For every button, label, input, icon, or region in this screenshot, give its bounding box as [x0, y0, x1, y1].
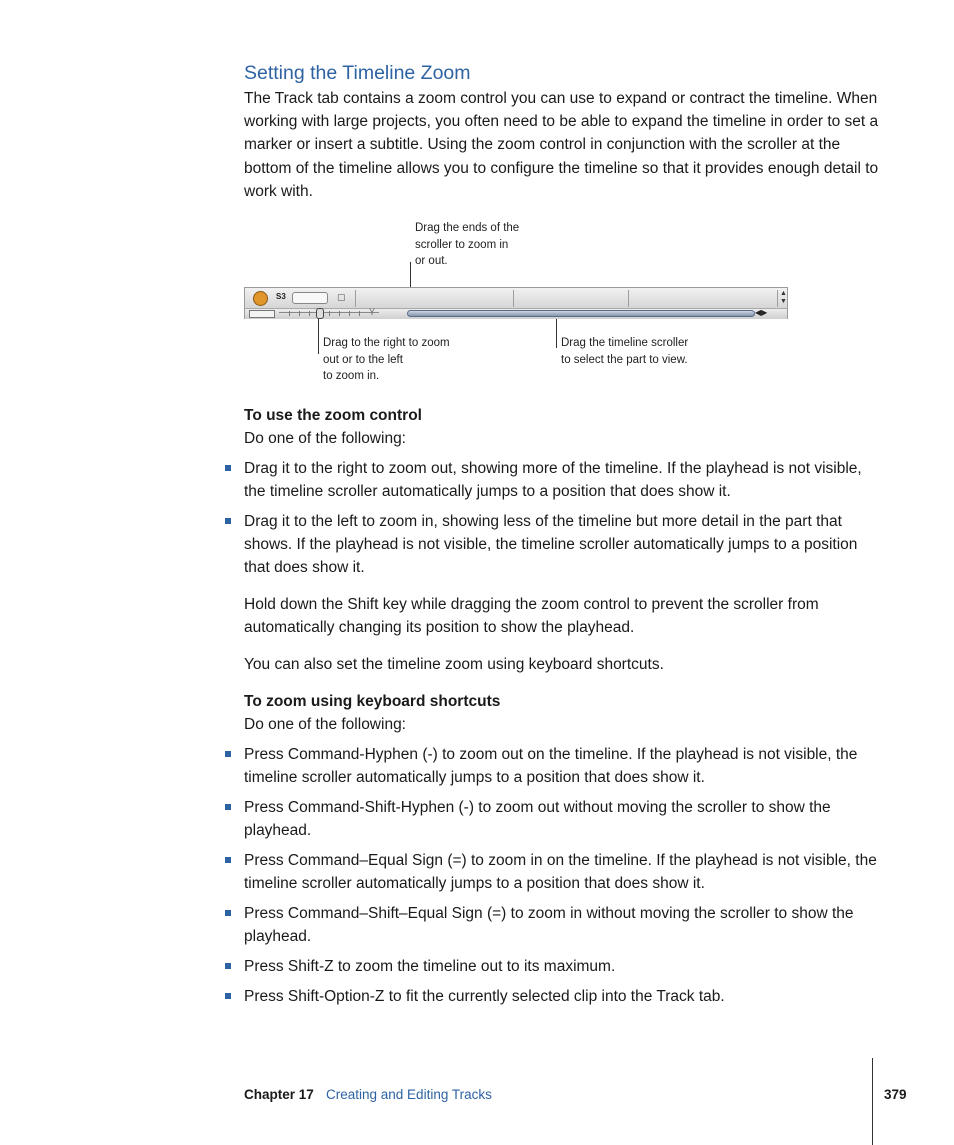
playhead-icon: Y [369, 307, 376, 317]
note-paragraph: Hold down the Shift key while dragging the zoom control to prevent the scroller from automatically changing its position to show the playhead. [244, 596, 819, 637]
list-item: Press Command-Shift-Hyphen (-) to zoom out without moving the scroller to show the playhead. [244, 796, 884, 842]
divider [628, 290, 629, 307]
note-paragraph: You can also set the timeline zoom using keyboard shortcuts. [244, 656, 664, 673]
list-item: Press Shift-Z to zoom the timeline out to its maximum. [244, 955, 884, 978]
callout-line: scroller to zoom in [415, 238, 509, 251]
track-number-label: S3 [276, 292, 286, 301]
callout-zoom-control [323, 335, 450, 385]
lead-text: Do one of the following: [244, 716, 406, 733]
list-item: Press Command-Hyphen (-) to zoom out on the timeline. If the playhead is not visible, the timeline scroller automatically jumps to a position that does show it. [244, 743, 884, 789]
timeline-scroller[interactable] [407, 310, 755, 317]
lead-text: Do one of the following: [244, 430, 406, 447]
callout-line: Drag to the right to zoom [323, 337, 450, 349]
list-item: Press Command–Equal Sign (=) to zoom in on the timeline. If the playhead is not visible, the timeline scroller automatically jumps to a position that does show it. [244, 849, 884, 895]
callout-line: to zoom in. [323, 370, 380, 383]
list-item: Press Shift-Option-Z to fit the currently selected clip into the Track tab. [244, 985, 884, 1008]
callout-line: Drag the timeline scroller [561, 337, 689, 349]
zoom-tick [289, 311, 290, 316]
divider [777, 290, 778, 307]
callout-scroller-ends [415, 220, 519, 270]
footer-chapter: Chapter 17 [244, 1087, 314, 1102]
zoom-tick [339, 311, 340, 316]
callout-line: Drag the ends of the [415, 222, 520, 234]
zoom-tick [359, 311, 360, 316]
timeline-widget [244, 287, 788, 319]
track-stream-popup[interactable] [292, 292, 328, 304]
zoom-tick [299, 311, 300, 316]
scroll-left-right-icon[interactable]: ◀▶ [755, 308, 768, 317]
footer-divider [872, 1058, 873, 1145]
callout-leader-line [556, 318, 557, 348]
divider [355, 290, 356, 307]
list-item: Drag it to the right to zoom out, showing more of the timeline. If the playhead is not visible, the timeline scroller automatically jumps to a position that does show it. [244, 457, 884, 503]
list-item: Press Command–Shift–Equal Sign (=) to zoom in without moving the scroller to show the playhead. [244, 902, 884, 948]
list-item: Drag it to the left to zoom in, showing less of the timeline but more detail in the part that shows. If the playhead is not visible, the timeline scroller automatically jumps to a position that does show it. [244, 510, 884, 580]
callout-line: to select the part to view. [561, 353, 688, 366]
callout-timeline-scroller [561, 335, 688, 368]
zoom-tick [349, 311, 350, 316]
timeline-track-row [245, 288, 787, 309]
footer-chapter-title[interactable]: Creating and Editing Tracks [326, 1087, 492, 1102]
zoom-control-thumb[interactable] [316, 308, 324, 319]
zoom-tick [329, 311, 330, 316]
zoom-view-icon[interactable] [249, 310, 275, 318]
zoom-tick [309, 311, 310, 316]
scroll-arrows-icon[interactable]: ▲ ▼ [780, 290, 787, 305]
callout-line: or out. [415, 255, 448, 268]
divider [513, 290, 514, 307]
track-enable-icon[interactable] [253, 291, 268, 306]
callout-line: out or to the left [323, 353, 403, 366]
subheading-zoom-control: To use the zoom control [244, 407, 422, 424]
section-heading: Setting the Timeline Zoom [244, 62, 471, 84]
subheading-keyboard-shortcuts: To zoom using keyboard shortcuts [244, 693, 501, 710]
lock-icon[interactable]: ▢ [337, 292, 346, 302]
intro-paragraph: The Track tab contains a zoom control you can use to expand or contract the timeline. When working with large projects, you often need to be able to expand the timeline in order to set a marker or insert a subtitle. Using the zoom control in conjunction with the scroller at the bottom of the timeline allows you to configure the timeline so that it provides enough detail to work with. [244, 90, 879, 200]
page-number: 379 [884, 1087, 907, 1102]
